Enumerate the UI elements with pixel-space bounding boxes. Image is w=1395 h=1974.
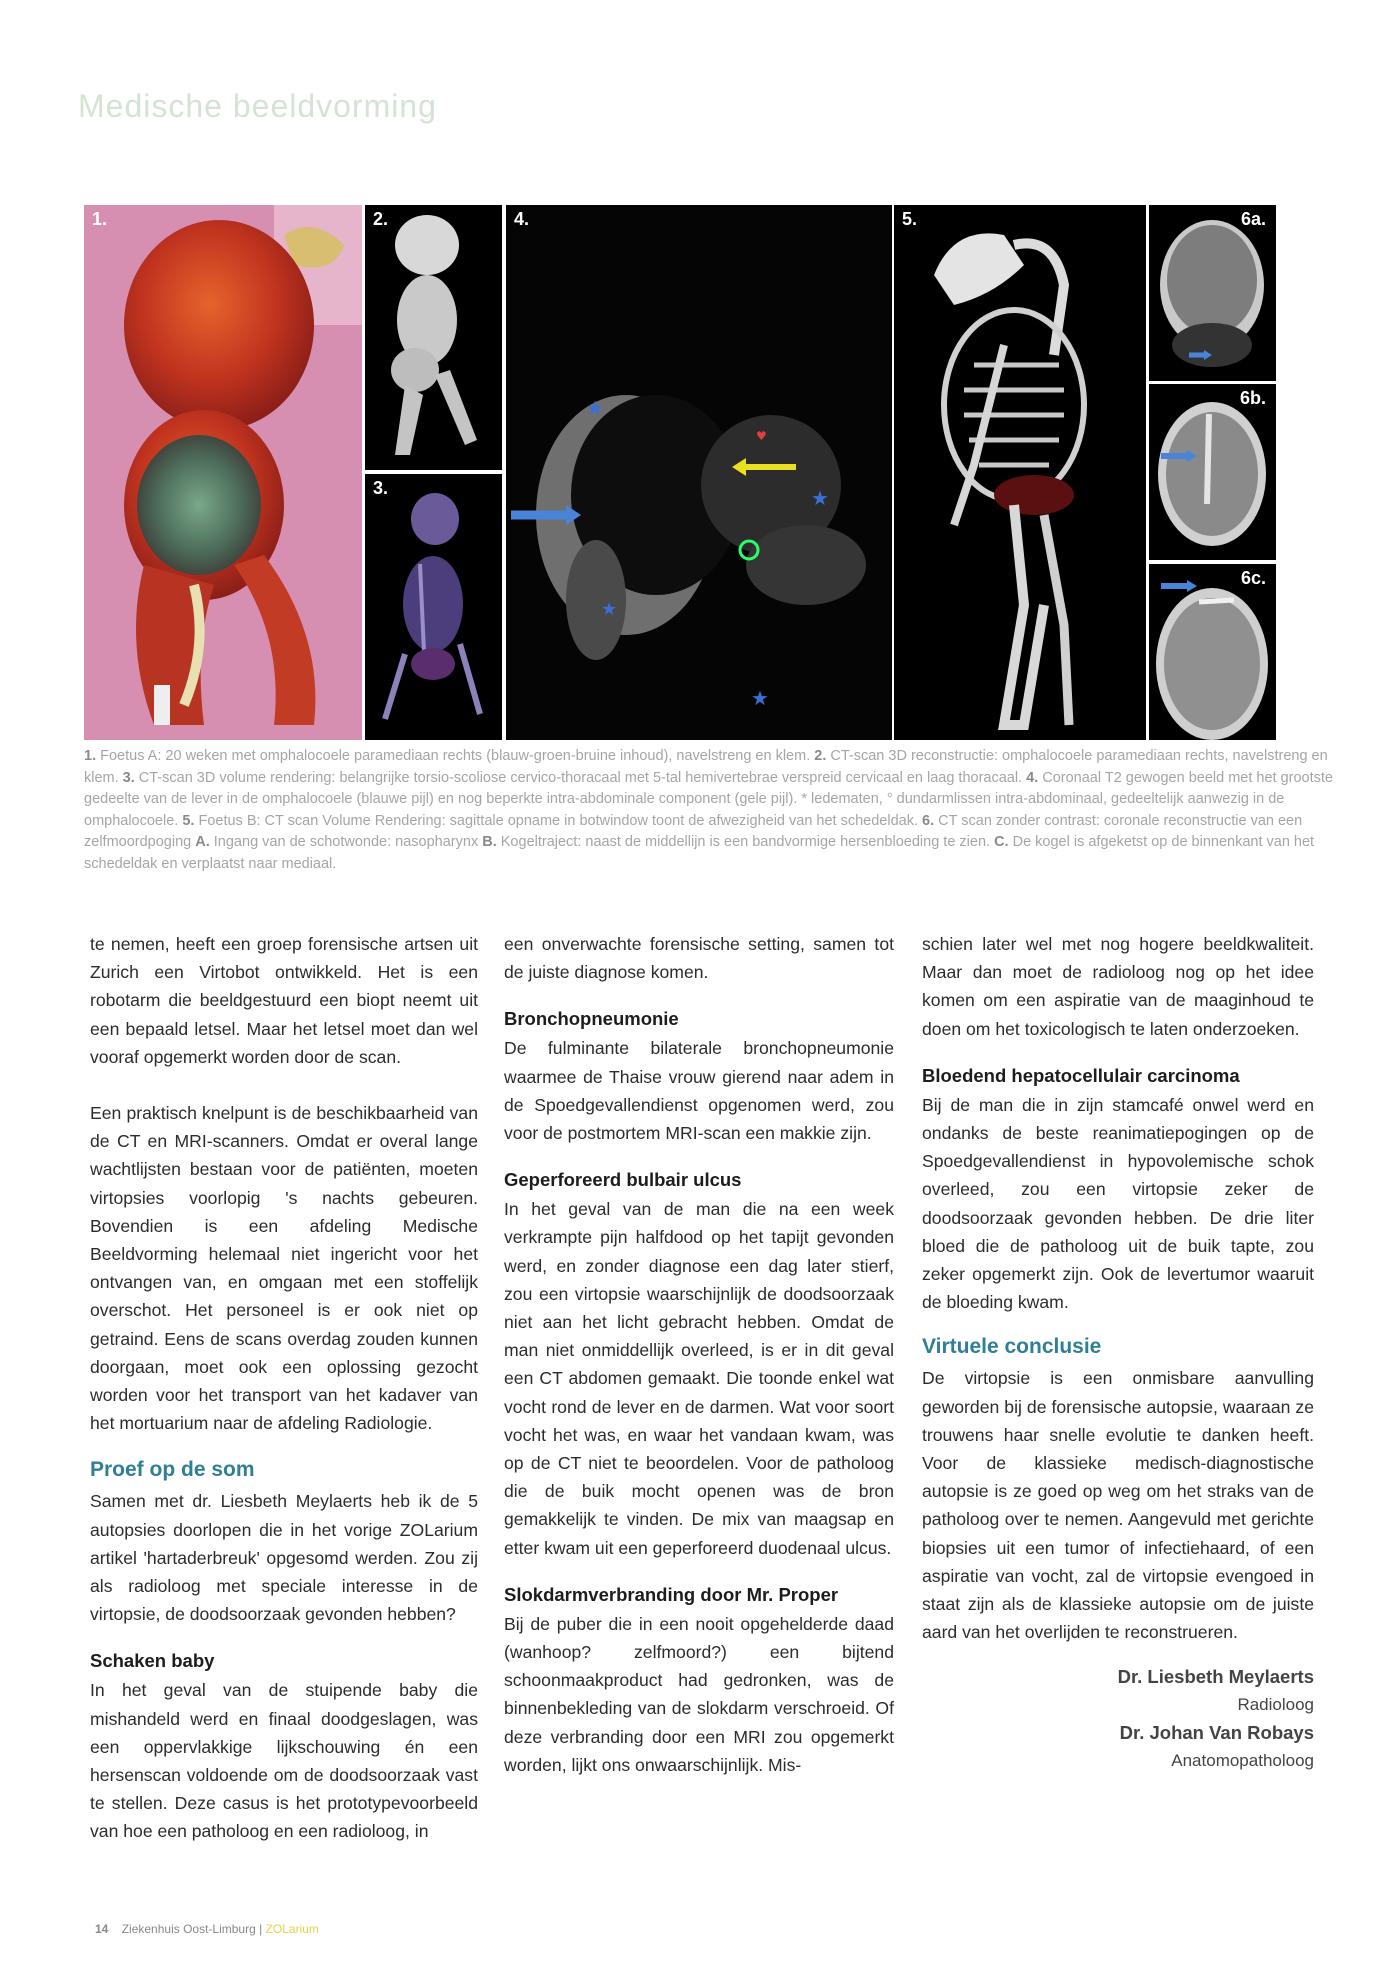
svg-text:★: ★ [811,486,829,510]
article-column-1 [90,930,478,1846]
figure-label: 6c. [1240,568,1266,588]
paragraph: Bij de man die in zijn stamcafé onwel werd en ondanks de beste reanimatiepogingen op de Spoedgevallendienst in hypovolemische schok overleed, zou een virtopsie zeker de doodsoorzaak gevonden hebben. De drie liter bloed die de patholoog uit de buik tapte, zou zeker opgemerkt zijn. Ook de levertumor waaruit de bloeding kwam. [922,1094,1314,1313]
figure-1-fetus-photo [84,205,362,740]
figure-2-ct-3d-reconstruction [365,205,502,470]
figure-6a-ct-coronal [1149,205,1276,381]
paragraph: Een praktisch knelpunt is de beschikbaarheid van de CT en MRI-scanners. Omdat er overal lange wachtlijsten bestaan voor de patiënten, moeten virtopsies voorlopig 's nachts gebeuren. Bovendien is een afdeling Medische Beeldvorming helemaal niet ingericht voor het ontvangen van, en omgaan met een stoffelijk overschot. Het personeel is er ook niet op getraind. Eens de scans overdag zouden kunnen doorgaan, moet ook een oplossing gezocht worden voor het transport van het kadaver van het mortuarium naar de afdeling Radiologie. [90,1103,478,1434]
figure-label: 3. [373,478,389,498]
fetus-photo-icon [84,205,362,740]
figure-6b-ct-coronal [1149,384,1276,560]
paragraph: te nemen, heeft een groep forensische artsen uit Zurich een Virtobot ontwikkeld. Het is een robotarm die beeldgestuurd een biopt neemt uit een bepaald letsel. Maar het letsel moet dan wel vooraf opgemerkt worden door de scan. [90,934,478,1067]
figure-label: 4. [514,209,530,229]
publisher-name: Ziekenhuis Oost-Limburg | [121,1922,263,1936]
figure-label: 1. [92,209,108,229]
caption-letter: B. [482,834,497,850]
section-title: Medische beeldvorming [78,88,437,124]
caption-text: Coronaal T2 gewogen beeld met het grootste gedeelte van de lever in de omphalocoele (blauwe pijl) en nog beperkte intra-abdominale component (gele pijl). * ledematen, ° dundarmlissen intra-abdominaal, gedeeltelijk aanwezig in de omphalocoele. [84,769,1333,829]
figure-label: 2. [373,209,389,229]
author-signature [922,1662,1314,1774]
paragraph: In het geval van de man die na een week verkrampte pijn halfdood op het tapijt gevonden werd, en zonder diagnose een dag later stierf, zou een virtopsie waarschijnlijk de doodsoorzaak niet aan het licht gebracht hebben. Omdat de man niet onmiddellijk overleed, is er in dit geval een CT abdomen gemaakt. Die toonde enkel wat vocht rond de lever en de darmen. Wat voor soort vocht het was, en waar het vandaan kwam, was op de CT niet te beoordelen. Voor de patholoog die de buik mocht openen was de bron gemakkelijk te vinden. De mix van maagsap en etter kwam uit een geperforeerd duodenaal ulcus. [504,1199,894,1558]
figure-caption [84,746,1346,875]
author-name: Dr. Liesbeth Meylaerts [1117,1666,1314,1688]
caption-text: Kogeltraject: naast de middellijn is een bandvormige hersenbloeding te zien. [496,834,995,850]
article-column-2 [504,930,894,1779]
ct-brain-6b-icon [1149,384,1276,560]
svg-text:★: ★ [601,599,618,620]
paragraph: Bij de puber die in een nooit opgehelderde daad (wanhoop? zelfmoord?) een bijtend schoonmaakproduct had gedronken, was de binnenbekleding van de slokdarm verschroeid. Of deze verbranding door een MRI zou opgemerkt worden, lijkt ons onwaarschijnlijk. Mis- [504,1613,894,1775]
caption-letter: C. [994,834,1009,850]
paragraph: een onverwachte forensische setting, samen tot de juiste diagnose komen. [504,934,894,983]
heading-schaken-baby: Schaken baby [90,1650,215,1672]
caption-text: CT-scan 3D volume rendering: belangrijke torsio-scoliose cervico-thoracaal met 5-tal hemivertebrae verspreid cervicaal en laag thoracaal. [134,769,1027,786]
ct-brain-6a-icon [1149,205,1276,381]
paragraph: In het geval van de stuipende baby die mishandeld werd en finaal doodgeslagen, was een oppervlakkige lijkschouwing én een hersenscan voldoende om de doodsoorzaak vast te stellen. Deze casus is het prototypevoorbeeld van hoe een patholoog en een radioloog, in [90,1680,478,1842]
caption-text: Ingang van de schotwonde: nasopharynx [209,834,483,850]
caption-text: De kogel is afgeketst op de binnenkant van het schedeldak en verplaatst naar mediaal. [84,834,1315,872]
page-number: 14 [95,1922,109,1936]
ct-brain-6c-icon [1149,564,1276,740]
ct-skeleton-icon [894,205,1146,740]
figure-5-ct-skeleton [894,205,1146,740]
ct-volume-skeleton-icon [365,474,502,740]
svg-text:★: ★ [586,396,604,420]
heading-bronchopneumonie: Bronchopneumonie [504,1008,679,1030]
caption-num: 3. [122,769,135,786]
paragraph: De fulminante bilaterale bronchopneumonie waarmee de Thaise vrouw gierend naar adem in de Spoedgevallendienst opgenomen werd, zou voor de postmortem MRI-scan een makkie zijn. [504,1038,894,1144]
page-footer [95,1922,319,1936]
caption-letter: A. [195,834,210,850]
svg-text:★: ★ [751,686,769,710]
caption-num: 2. [814,748,827,764]
magazine-name: ZOLarium [265,1922,319,1936]
paragraph: schien later wel met nog hogere beeldkwaliteit. Maar dan moet de radioloog nog op het idee komen om een aspiratie van de maaginhoud te doen om het toxicologisch te laten onderzoeken. [922,934,1314,1039]
mri-scan-icon [506,205,892,740]
article-column-3 [922,930,1314,1774]
heading-slokdarmverbranding: Slokdarmverbranding door Mr. Proper [504,1583,839,1605]
caption-num: 5. [182,812,195,829]
paragraph: Samen met dr. Liesbeth Meylaerts heb ik de 5 autopsies doorlopen die in het vorige ZOLarium artikel 'hartaderbreuk' opgesomd werden. Zou zij als radioloog met speciale interesse in de virtopsie, de doodsoorzaak gevonden hebben? [90,1491,478,1625]
caption-num: 4. [1026,769,1039,786]
caption-num: 1. [84,748,97,764]
author-role: Anatomopatholoog [1171,1751,1314,1771]
figure-label: 5. [902,209,918,229]
ct-3d-fetus-icon [365,205,502,470]
heading-bloedend-hepatocellulair-carcinoma: Bloedend hepatocellulair carcinoma [922,1064,1240,1086]
paragraph: De virtopsie is een onmisbare aanvulling geworden bij de forensische autopsie, waaraan ze trouwens haar snelle evolutie te danken heeft. Voor de klassieke medisch-diagnostische autopsie is ze goed op weg om het straks van de patholoog over te nemen. Aangevuld met gerichte biopsies uit een tumor of infectiehaard, of een aspiratie van vocht, zal de virtopsie evengoed in staat zijn als de klassieke autopsie om de juiste aard van het overlijden te reconstrueren. [922,1368,1314,1643]
heading-geperforeerd-bulbair-ulcus: Geperforeerd bulbair ulcus [504,1169,742,1191]
figure-3-ct-volume-rendering [365,474,502,740]
figure-6c-ct-coronal [1149,564,1276,740]
heading-proef-op-de-som: Proef op de som [90,1458,255,1482]
caption-num: 6. [922,812,935,829]
caption-text: Foetus A: 20 weken met omphalocoele paramediaan rechts (blauw-groen-bruine inhoud), navelstreng en klem. [96,748,815,764]
caption-text: CT-scan 3D reconstructie: omphalocoele paramediaan rechts, navelstreng en klem. [84,748,1328,786]
figure-label: 6a. [1240,209,1266,229]
svg-text:♥: ♥ [756,429,767,443]
author-name: Dr. Johan Van Robays [1119,1722,1314,1744]
author-role: Radioloog [1237,1695,1314,1715]
heading-virtuele-conclusie: Virtuele conclusie [922,1335,1102,1359]
figure-label: 6b. [1239,388,1266,408]
caption-text: CT scan zonder contrast: coronale reconstructie van een zelfmoordpoging [84,812,1303,850]
caption-text: Foetus B: CT scan Volume Rendering: sagittale opname in botwindow toont de afwezigheid van het schedeldak. [194,812,923,829]
figure-4-coronal-t2-mri [506,205,892,740]
